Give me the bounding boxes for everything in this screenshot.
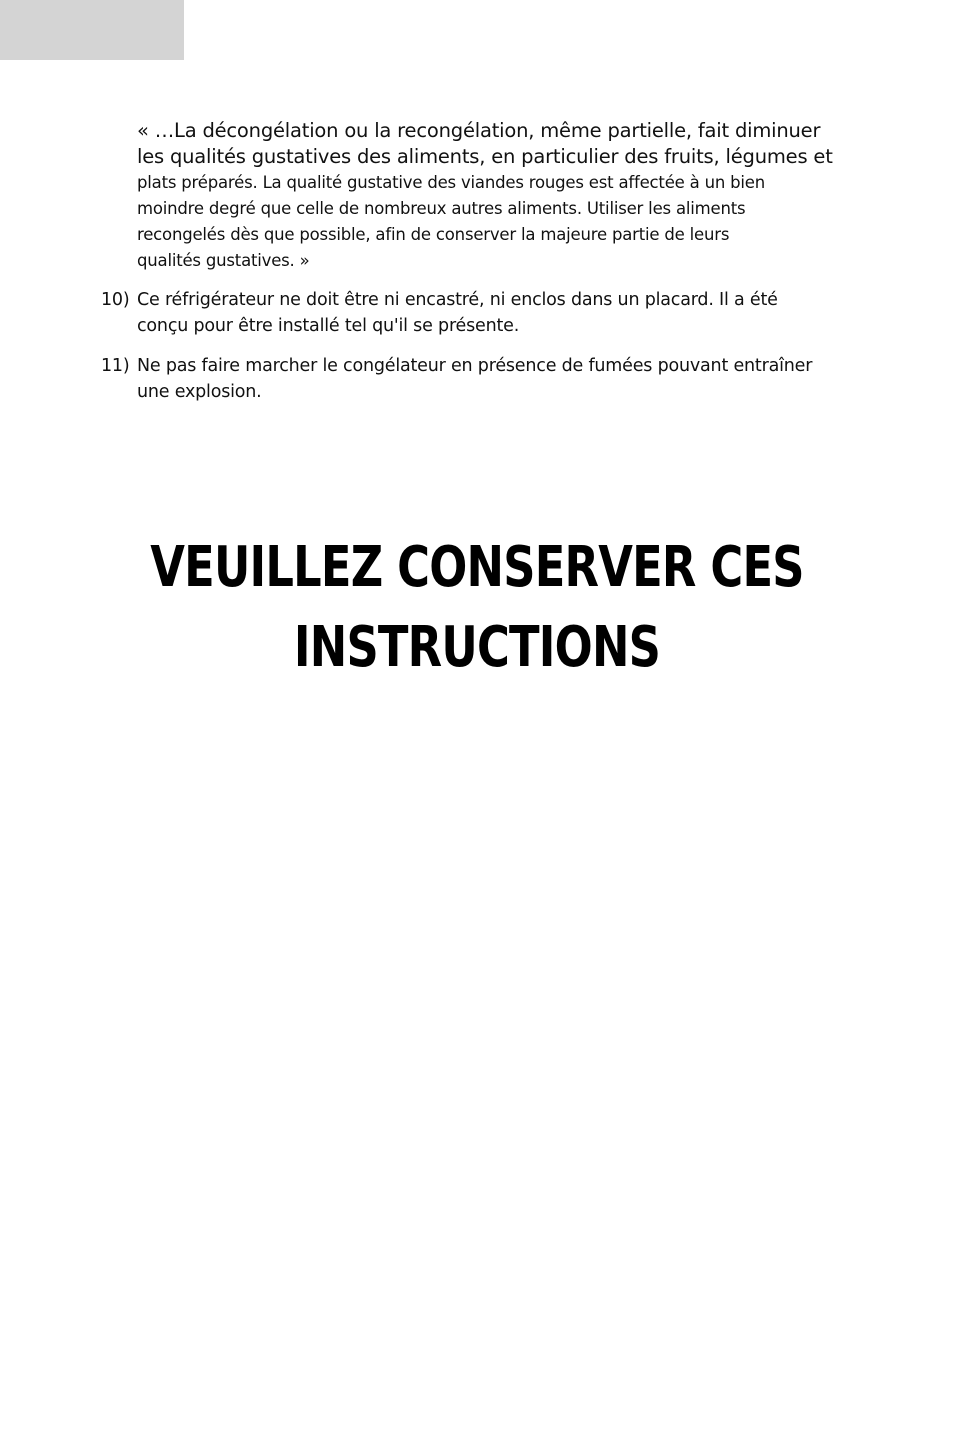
quote-line: plats préparés. La qualité gustative des viandes rouges est affectée à un bien <box>137 173 766 192</box>
quote-line: recongelés dès que possible, afin de conserver la majeure partie de leurs <box>137 225 730 244</box>
quote-paragraph <box>137 118 837 274</box>
headline-line-1: VEUILLEZ CONSERVER CES <box>150 535 804 600</box>
item-number: 10) <box>101 290 130 310</box>
quote-line: moindre degré que celle de nombreux autres aliments. Utiliser les aliments <box>137 199 746 218</box>
headline-line-2: INSTRUCTIONS <box>293 615 661 680</box>
item-text: Ce réfrigérateur ne doit être ni encastré, ni enclos dans un placard. Il a été <box>137 290 778 310</box>
page-headline <box>95 528 858 688</box>
list-item-11 <box>101 353 841 405</box>
quote-line: « …La décongélation ou la recongélation, même partielle, fait diminuer <box>137 119 821 142</box>
item-number: 11) <box>101 356 130 376</box>
list-item-10 <box>101 287 841 339</box>
quote-line: qualités gustatives. » <box>137 251 310 270</box>
item-text: Ne pas faire marcher le congélateur en présence de fumées pouvant entraîner <box>137 356 813 376</box>
item-text-continued: une explosion. <box>137 382 262 402</box>
page-corner-tab <box>0 0 184 60</box>
quote-line: les qualités gustatives des aliments, en particulier des fruits, légumes et <box>137 145 833 168</box>
item-text-continued: conçu pour être installé tel qu'il se présente. <box>137 316 520 336</box>
